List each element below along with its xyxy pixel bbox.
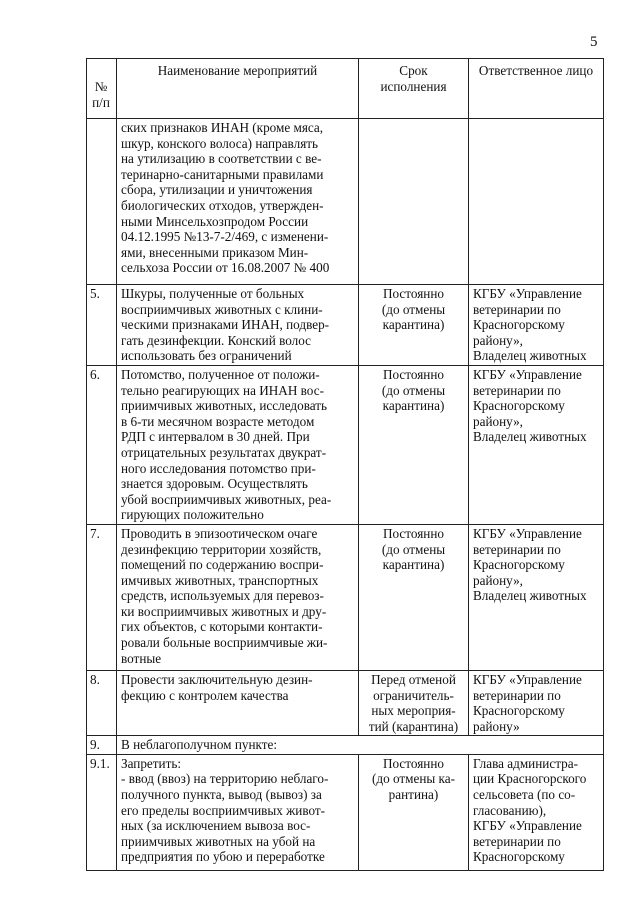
table-row — [87, 754, 604, 870]
row-term: Перед отменой ограничитель- ных мероприя- тий (карантина) — [359, 670, 469, 735]
row-responsible: КГБУ «Управление ветеринарии по Красногорскому району», Владелец животных — [469, 524, 604, 670]
row-responsible: КГБУ «Управление ветеринарии по Красногорскому району» — [469, 670, 604, 735]
header-num: № п/п — [87, 59, 117, 119]
row-num: 7. — [87, 524, 117, 670]
row-name: Проводить в эпизоотическом очаге дезинфекцию территории хозяйств, помещений по содержанию воспри- имчивых животных, транспортных средств, используемых для перевоз- ки восприимчивых животных и дру- гих объектов, с которыми контакти- ровали больные восприимчивые жи- вотные — [117, 524, 359, 670]
page-number: 5 — [590, 34, 598, 50]
table-row — [87, 736, 604, 755]
header-term: Срок исполнения — [359, 59, 469, 119]
row-responsible: КГБУ «Управление ветеринарии по Красногорскому району», Владелец животных — [469, 365, 604, 524]
header-name: Наименование мероприятий — [117, 59, 359, 119]
row-responsible: КГБУ «Управление ветеринарии по Красногорскому району», Владелец животных — [469, 285, 604, 366]
row-num: 9.1. — [87, 754, 117, 870]
table-row — [87, 524, 604, 670]
table-row — [87, 285, 604, 366]
table-header-row — [87, 59, 604, 119]
row-num: 9. — [87, 736, 117, 755]
row-num: 8. — [87, 670, 117, 735]
row-term — [359, 119, 469, 285]
row-name: Шкуры, полученные от больных восприимчивых животных с клини- ческими признаками ИНАН, подвер- гать дезинфекции. Конский волос использовать без ограничений — [117, 285, 359, 366]
table-row — [87, 119, 604, 285]
table-row — [87, 365, 604, 524]
row-term: Постоянно (до отмены карантина) — [359, 285, 469, 366]
row-name: Провести заключительную дезин- фекцию с контролем качества — [117, 670, 359, 735]
row-term: Постоянно (до отмены ка- рантина) — [359, 754, 469, 870]
row-term: Постоянно (до отмены карантина) — [359, 524, 469, 670]
row-responsible — [469, 119, 604, 285]
row-num: 5. — [87, 285, 117, 366]
row-responsible: Глава администра- ции Красногорского сельсовета (по со- гласованию), КГБУ «Управление ветеринарии по Красногорскому — [469, 754, 604, 870]
row-num — [87, 119, 117, 285]
row-name: ских признаков ИНАН (кроме мяса, шкур, конского волоса) направлять на утилизацию в соответствии с ве- теринарно-санитарными правилами сбора, утилизации и уничтожения биологических отходов, утвержден- ными Минсельхозпродом России 04.12.1995 №13-7-2/469, с изменени- ями, внесенными приказом Мин- сельхоза России от 16.08.2007 № 400 — [117, 119, 359, 285]
table-row — [87, 670, 604, 735]
measures-table — [86, 58, 604, 871]
row-term: Постоянно (до отмены карантина) — [359, 365, 469, 524]
row-name: Запретить: - ввод (ввоз) на территорию неблаго- получного пункта, вывод (вывоз) за его пределы восприимчивых живот- ных (за исключением вывоза вос- приимчивых животных на убой на предприятия по убою и переработке — [117, 754, 359, 870]
header-responsible: Ответственное лицо — [469, 59, 604, 119]
row-num: 6. — [87, 365, 117, 524]
row-name: Потомство, полученное от положи- тельно реагирующих на ИНАН вос- приимчивых животных, исследовать в 6-ти месячном возрасте методом РДП с интервалом в 30 дней. При отрицательных результатах двукрат- ного исследования потомство при- знается здоровым. Осуществлять убой восприимчивых животных, реа- гирующих положительно — [117, 365, 359, 524]
row-name: В неблагополучном пункте: — [117, 736, 604, 755]
